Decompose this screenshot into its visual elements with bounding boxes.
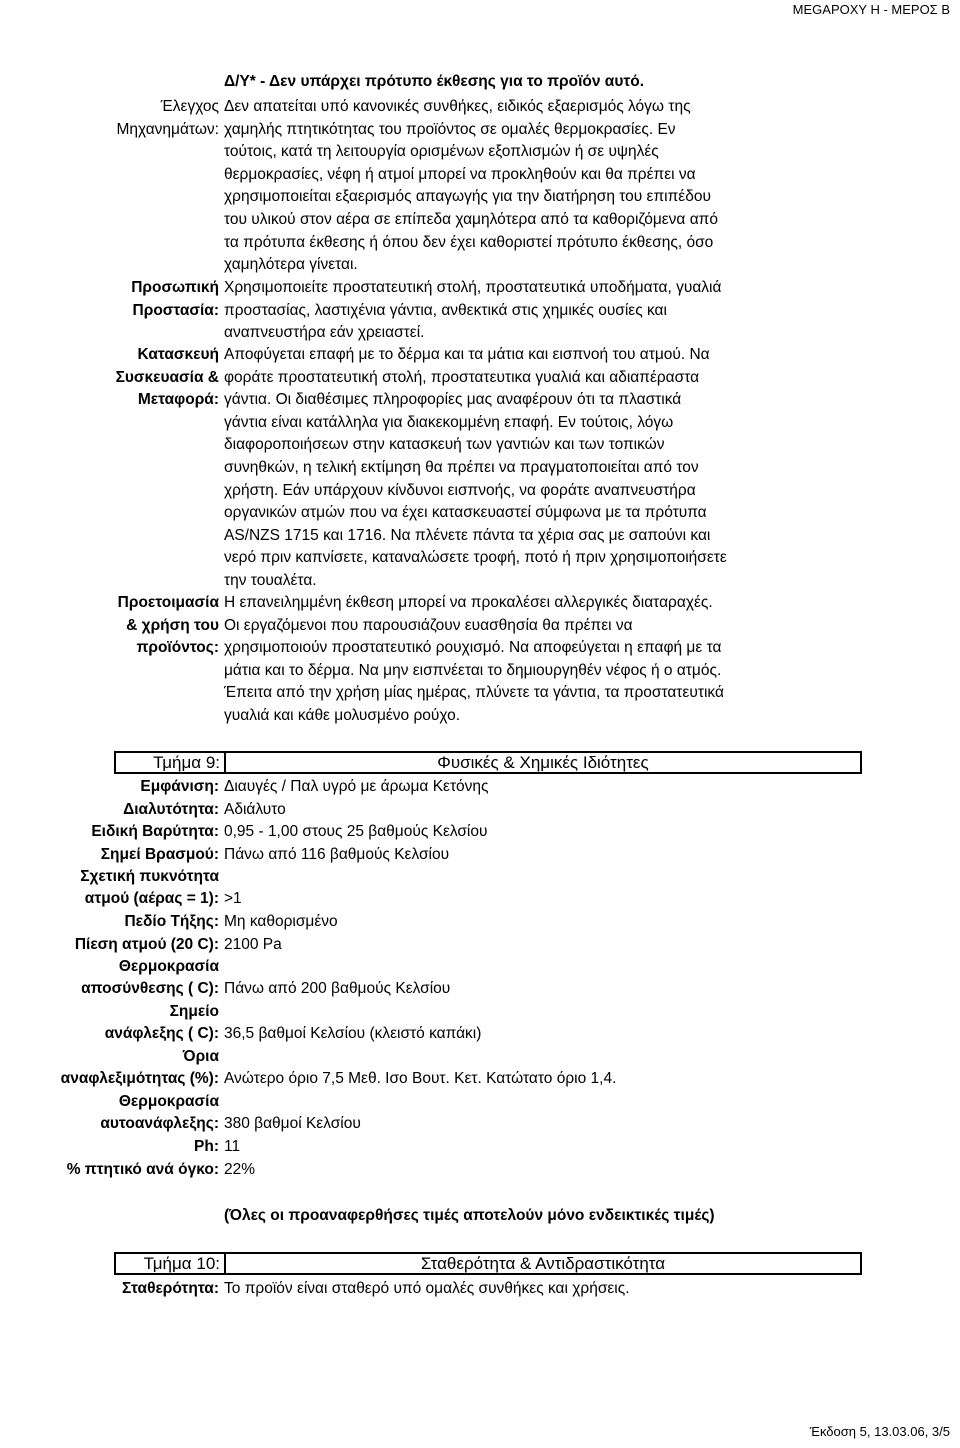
property-label: % πτητικό ανά όγκο: (66, 1161, 219, 1178)
property-value: 11 (224, 1138, 241, 1155)
section-title: Σταθερότητα & Αντιδραστικότητα (420, 1254, 666, 1273)
row-text: Αποφύγεται επαφή με το δέρμα και τα μάτια και εισπνοή του ατμού. Να φοράτε προστατευτική στολή, προστατευτικα γυαλιά και αδιαπέραστα γάντια. Οι διαθέσιμες πληροφορίες μας αναφέρουν ότι τα πλαστικά γάντια είναι κατάλληλα για διακεκομμένη επαφή. Εν τούτοις, λόγω διαφοροποιήσεων στην κατασκευή των γαντιών και των τοπικών συνηθκών, η τελική εκτίμηση θα πρέπει να πραγματοποιείται από τον χρήστη. Εάν υπάρχουν κίνδυνοι εισπνοής, να φοράτε αναπνευστήρα οργανικών ατμών που να έχει κατασκευαστεί σύμφωνα με τα πρότυπα AS/NZS 1715 και 1716. Να πλένετε πάντα τα χέρια σας με σαπούνι και νερό πριν καπνίσετε, καταναλώσετε τροφή, ποτό ή πριν χρησιμοποιήσετε την τουαλέτα. (224, 346, 727, 589)
section-number: Τμήμα 9: (153, 753, 220, 772)
property-label: Σημεί Βρασμού: (100, 846, 219, 863)
property-label: Πεδίο Τήξης: (124, 913, 219, 930)
property-label: Ph: (194, 1138, 219, 1155)
property-label: Πίεση ατμού (20 C): (74, 936, 219, 953)
property-label: Σταθερότητα: (122, 1280, 219, 1297)
row-text: Χρησιμοποιείτε προστατευτική στολή, προστατευτικά υποδήματα, γυαλιά προστασίας, λαστιχένια γάντια, ανθεκτικά στις χημικές ουσίες και αναπνευστήρα εάν χρειαστεί. (224, 279, 722, 342)
document-header-title: MEGAPOXY H - ΜΕΡΟΣ Β (792, 2, 950, 17)
property-label: Ειδική Βαρύτητα: (91, 823, 219, 840)
footer-version: Έκδοση 5, 13.03.06, 3/5 (809, 1424, 950, 1439)
section-9-header (114, 751, 862, 774)
row-text: Δεν απατείται υπό κανονικές συνθήκες, ειδικός εξαερισμός λόγω της χαμηλής πτητικότητας του προϊόντος σε ομαλές θερμοκρασίες. Εν τούτοις, κατά τη λειτουργία ορισμένων εξοπλισμών ή σε υψηλές θερμοκρασίες, νέφη ή ατμοί μπορεί να προκληθούν και θα πρέπει να χρησιμοποιείται εξαερισμός απαγωγής για την διατήρηση του επιπέδου του υλικού στον αέρα σε επίπεδα χαμηλότερα από τα καθοριζόμενα από τα πρότυπα έκθεσης ή όπου δεν έχει καθοριστεί πρότυπο έκθεσης, όσο χαμηλότερα γίνεται. (224, 98, 718, 274)
property-label: Θερμοκρασία αυτοανάφλεξης: (100, 1093, 219, 1133)
row-label: Κατασκευή Συσκευασία & Μεταφορά: (115, 346, 219, 409)
property-value: Αδιάλυτο (224, 801, 286, 818)
row-label: Έλεγχος Μηχανημάτων: (116, 98, 219, 138)
row-label: Προετοιμασία & χρήση του προϊόντος: (117, 594, 219, 657)
property-value: 380 βαθμοί Κελσίου (224, 1115, 361, 1133)
property-value: Το προϊόν είναι σταθερό υπό ομαλές συνθήκες και χρήσεις. (224, 1280, 630, 1297)
note-indicative-values: (Όλες οι προαναφερθήσες τιμές αποτελούν μόνο ενδεικτικές τιμές) (224, 1207, 715, 1224)
property-value: Πάνω από 200 βαθμούς Κελσίου (224, 980, 451, 998)
row-label: Προσωπική Προστασία: (131, 279, 219, 319)
row-text: Η επανειλημμένη έκθεση μπορεί να προκαλέσει αλλεργικές διαταραχές. Οι εργαζόμενοι που παρουσιάζουν ευασθησία θα πρέπει να χρησιμοποιούν προστατευτικό ρουχισμό. Να αποφεύγεται η επαφή με τα μάτια και το δέρμα. Να μην εισπνέεται το δημιουργηθέν νέφος ή ο ατμός. Έπειτα από την χρήση μίας ημέρας, πλύνετε τα γάντια, τα προστατευτικά γυαλιά και κάθε μολυσμένο ρούχο. (224, 594, 724, 724)
property-value: 0,95 - 1,00 στους 25 βαθμούς Κελσίου (224, 823, 488, 840)
property-value: 2100 Pa (224, 936, 282, 953)
note-no-exposure-standard: Δ/Υ* - Δεν υπάρχει πρότυπο έκθεσης για το προϊόν αυτό. (224, 73, 645, 90)
property-value: 36,5 βαθμοί Κελσίου (κλειστό καπάκι) (224, 1025, 482, 1043)
section-title: Φυσικές & Χημικές Ιδιότητες (437, 753, 649, 772)
section-number: Τμήμα 10: (143, 1254, 220, 1273)
property-label: Σχετική πυκνότητα ατμού (αέρας = 1): (80, 868, 219, 908)
property-label: Όρια αναφλεξιμότητας (%): (60, 1048, 219, 1088)
property-value: Ανώτερο όριο 7,5 Μεθ. Ισο Βουτ. Κετ. Κατώτατο όριο 1,4. (224, 1070, 617, 1088)
property-value: 22% (224, 1161, 256, 1178)
property-value: Πάνω από 116 βαθμούς Κελσίου (224, 846, 450, 863)
property-label: Εμφάνιση: (140, 778, 219, 795)
property-value: >1 (224, 890, 242, 908)
property-value: Μη καθορισμένο (224, 913, 338, 930)
property-label: Θερμοκρασία αποσύνθεσης ( C): (81, 958, 219, 998)
property-label: Διαλυτότητα: (123, 801, 219, 818)
section-10-header (114, 1252, 862, 1275)
property-value: Διαυγές / Παλ υγρό με άρωμα Κετόνης (224, 778, 489, 795)
property-label: Σημείο ανάφλεξης ( C): (104, 1003, 219, 1043)
